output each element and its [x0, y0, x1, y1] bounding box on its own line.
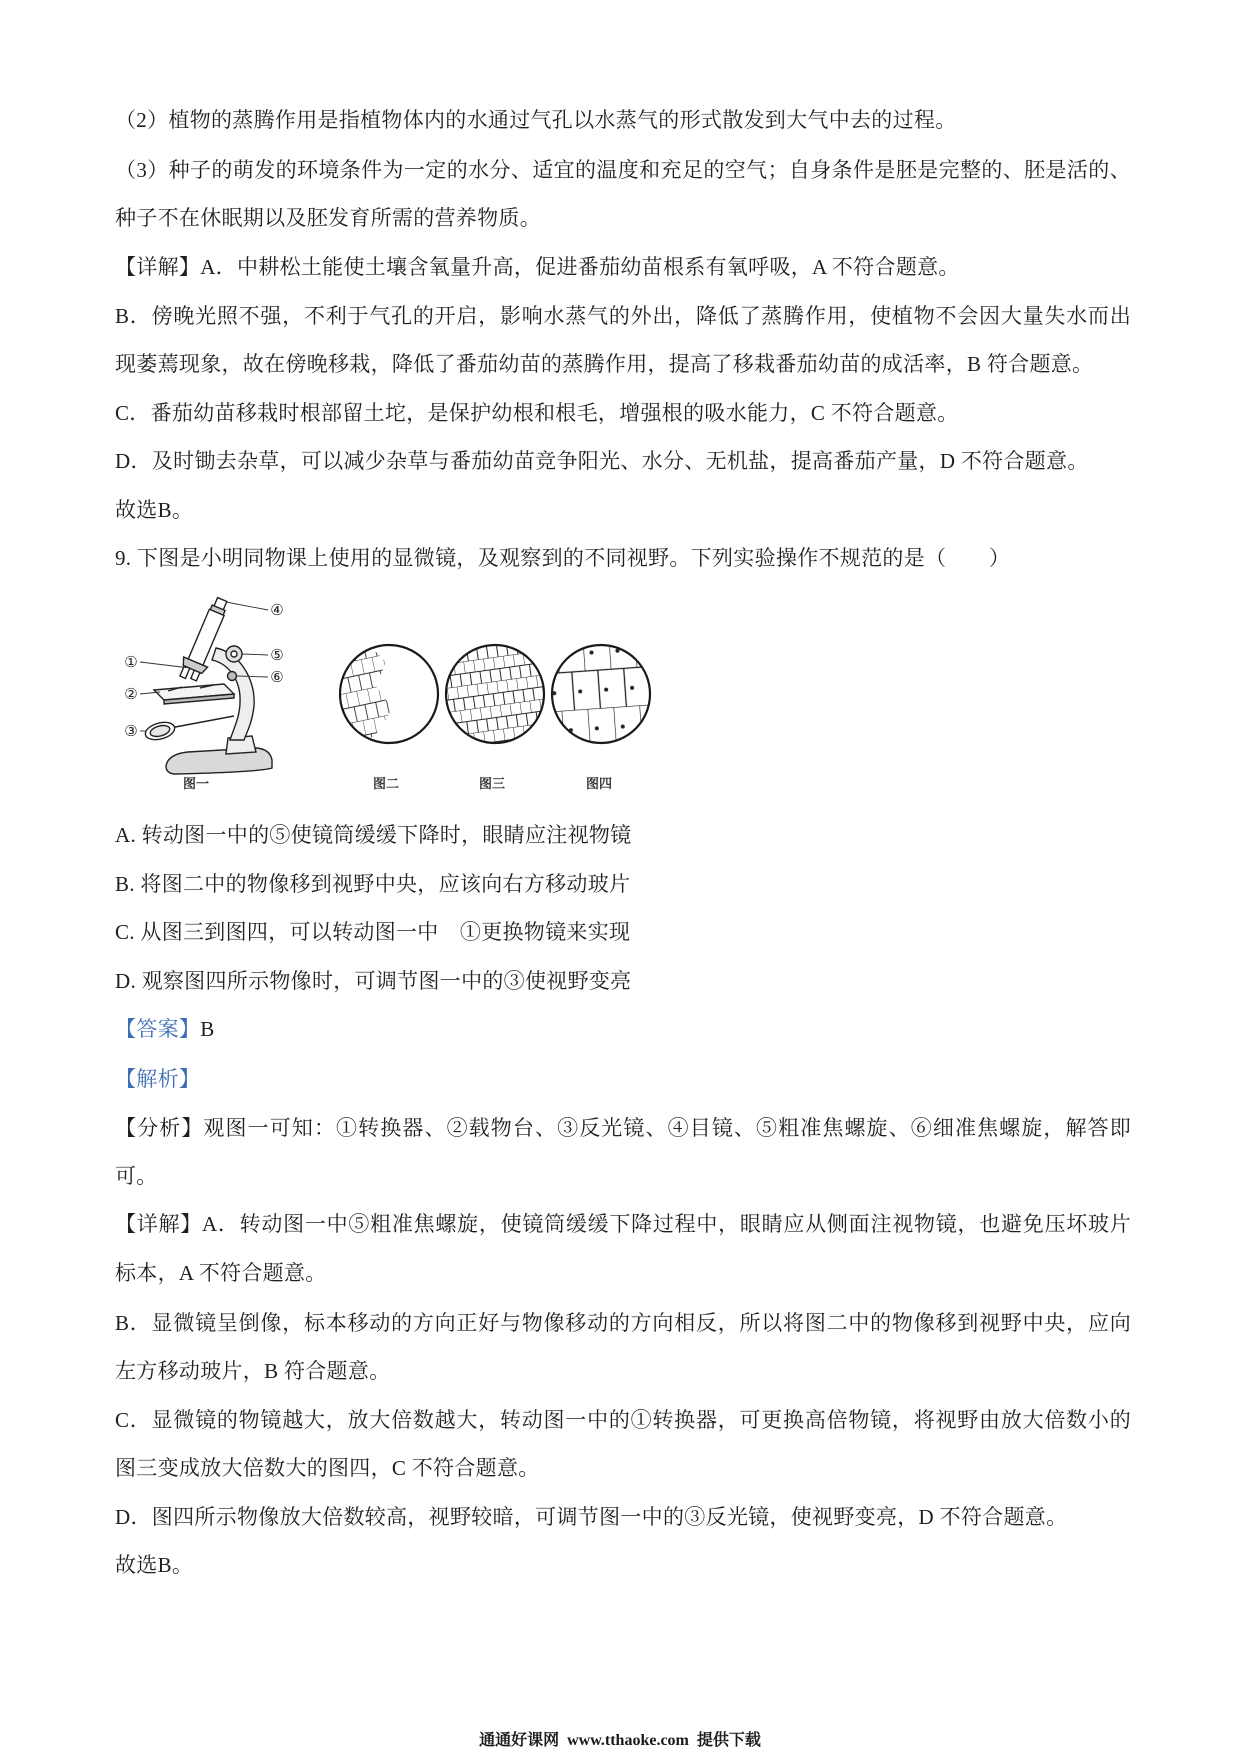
q9-option-a: A. 转动图一中的⑤使镜筒缓缓下降时，眼睛应注视物镜 [115, 823, 632, 847]
q9-conclusion: 故选B。 [115, 1553, 194, 1577]
caption-figure-4: 图四 [585, 777, 613, 792]
q8-detail-b-line-2: 现萎蔫现象，故在傍晚移栽，降低了番茄幼苗的蒸腾作用，提高了移栽番茄幼苗的成活率，B 符合题意。 [115, 352, 1094, 376]
caption-figure-2: 图二 [372, 777, 400, 792]
q9-answer-line [115, 1014, 1131, 1044]
answer-label: 【答案】 [115, 1017, 201, 1041]
q8-detail-d: D．及时锄去杂草，可以减少杂草与番茄幼苗竞争阳光、水分、无机盐，提高番茄产量，D 不符合题意。 [115, 449, 1089, 473]
q9-detail-a-line-1: 【详解】A．转动图一中⑤粗准焦螺旋，使镜筒缓缓下降过程中，眼睛应从侧面注视物镜，也避免压坏玻片 [115, 1212, 1131, 1236]
answer-value: B [200, 1017, 215, 1041]
q8-detail-c: C．番茄幼苗移栽时根部留土坨，是保护幼根和根毛，增强根的吸水能力，C 不符合题意。 [115, 401, 959, 425]
q8-analysis-point-2: （2）植物的蒸腾作用是指植物体内的水通过气孔以水蒸气的形式散发到大气中去的过程。 [115, 108, 957, 132]
caption-figure-1: 图一 [182, 777, 210, 792]
q9-option-d: D. 观察图四所示物像时，可调节图一中的③使视野变亮 [115, 969, 632, 993]
q9-figure [110, 590, 690, 800]
q9-detail-b-line-2: 左方移动玻片，B 符合题意。 [115, 1359, 391, 1383]
q9-analysis-line-2: 可。 [115, 1164, 158, 1188]
mirror-holder [170, 716, 234, 728]
microscope-drawing [143, 594, 272, 774]
q9-detail-b-line-1: B．显微镜呈倒像，标本移动的方向正好与物像移动的方向相反，所以将图二中的物像移到视野中央，应向 [115, 1311, 1131, 1335]
label-coarse-focus: ⑤ [270, 646, 284, 664]
label-mirror: ③ [124, 722, 138, 740]
q8-detail-a: 【详解】A．中耕松土能使土壤含氧量升高，促进番茄幼苗根系有氧呼吸，A 不符合题意。 [115, 255, 960, 279]
microscope-tube [176, 594, 234, 684]
q9-detail-c-line-2: 图三变成放大倍数大的图四，C 不符合题意。 [115, 1456, 540, 1480]
q8-detail-b-line-1: B．傍晚光照不强，不利于气孔的开启，影响水蒸气的外出，降低了蒸腾作用，使植物不会因大量失水而出 [115, 304, 1131, 328]
label-stage: ② [124, 685, 138, 703]
leader-line-4 [226, 602, 268, 610]
label-converter: ① [124, 653, 138, 671]
q8-analysis-point-3-line-1: （3）种子的萌发的环境条件为一定的水分、适宜的温度和充足的空气；自身条件是胚是完整的、胚是活的、 [115, 158, 1131, 182]
q9-detail-d: D．图四所示物像放大倍数较高，视野较暗，可调节图一中的③反光镜，使视野变亮，D 不符合题意。 [115, 1505, 1068, 1529]
q9-detail-a-line-2: 标本，A 不符合题意。 [115, 1261, 327, 1285]
q9-stem: 9. 下图是小明同物课上使用的显微镜，及观察到的不同视野。下列实验操作不规范的是（ ） [115, 546, 1011, 570]
objective-lens-2 [191, 670, 200, 681]
q8-analysis-point-3-line-2: 种子不在休眠期以及胚发育所需的营养物质。 [115, 206, 541, 230]
leader-line-5 [242, 654, 268, 655]
label-eyepiece: ④ [270, 601, 284, 619]
analysis-label: 【解析】 [115, 1067, 201, 1091]
label-fine-focus: ⑥ [270, 668, 284, 686]
q9-analysis-line-1: 【分析】观图一可知：①转换器、②载物台、③反光镜、④目镜、⑤粗准焦螺旋、⑥细准焦螺旋，解答即 [115, 1116, 1131, 1140]
view-circle-4-cells [546, 640, 656, 750]
page-footer: 通通好课网 www.tthaoke.com 提供下载 [479, 1732, 761, 1749]
q9-option-b: B. 将图二中的物像移到视野中央，应该向右方移动玻片 [115, 872, 631, 896]
leader-line-1 [140, 662, 190, 668]
coarse-focus-knob-center [231, 651, 237, 657]
q9-option-c: C. 从图三到图四，可以转动图一中 ①更换物镜来实现 [115, 920, 631, 944]
view-circle-3-cells [440, 640, 550, 750]
caption-figure-3: 图三 [478, 777, 506, 792]
q8-conclusion: 故选B。 [115, 498, 194, 522]
q9-detail-c-line-1: C．显微镜的物镜越大，放大倍数越大，转动图一中的①转换器，可更换高倍物镜，将视野由放大倍数小的 [115, 1408, 1131, 1432]
fine-focus-knob [228, 672, 237, 681]
